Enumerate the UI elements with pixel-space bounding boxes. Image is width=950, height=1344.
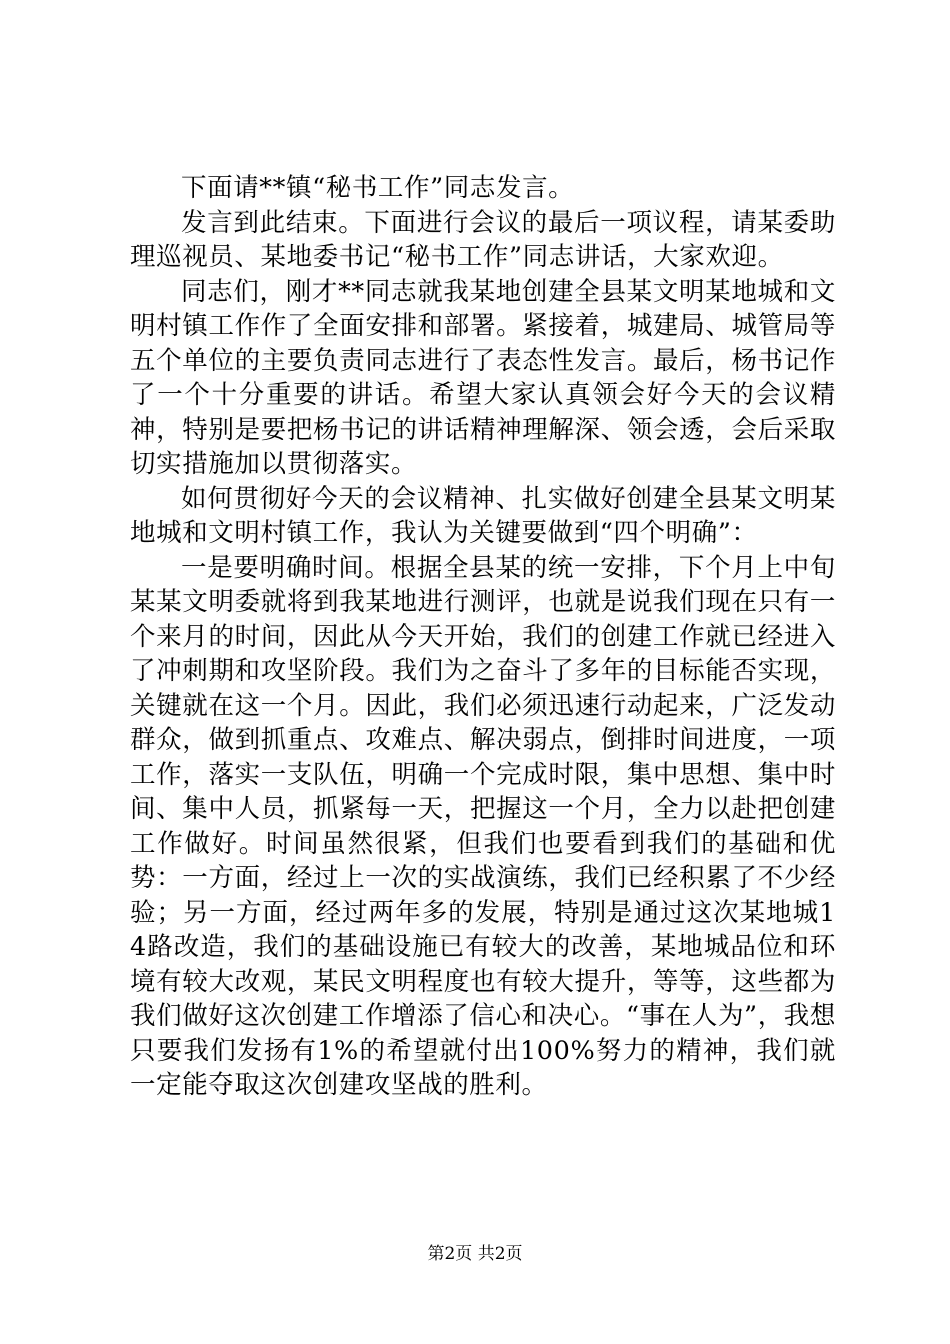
- paragraph-announcement: 下面请**镇“秘书工作”同志发言。: [181, 173, 575, 203]
- page-number-footer: 第2页 共2页: [427, 1244, 523, 1264]
- paragraph-clarify-time: 一是要明确时间。根据全县某的统一安排，下个月上中旬某某文明委就将到我某地进行测评，也就是说我们现在只有一个来月的时间，因此从今天开始，我们的创建工作就已经进入了冲刺期和攻坚阶段。我们为之奋斗了多年的目标能否实现，关键就在这一个月。因此，我们必须迅速行动起来，广泛发动群众，做到抓重点、攻难点、解决弱点，倒排时间进度，一项工作，落实一支队伍，明确一个完成时限，集中思想、集中时间、集中人员，抓紧每一天，把握这一个月，全力以赴把创建工作做好。时间虽然很紧，但我们也要看到我们的基础和优势：一方面，经过上一次的实战演练，我们已经积累了不少经验；另一方面，经过两年多的发展，特别是通过这次某地城14路改造，我们的基础设施已有较大的改善，某地城品位和环境有较大改观，某民文明程度也有较大提升，等等，这些都为我们做好这次创建工作增添了信心和决心。“事在人为”，我想只要我们发扬有1%的希望就付出100%努力的精神，我们就一定能夺取这次创建攻坚战的胜利。: [130, 552, 836, 1100]
- paragraph-four-clarities: 如何贯彻好今天的会议精神、扎实做好创建全县某文明某地城和文明村镇工作，我认为关键要做到“四个明确”：: [130, 483, 836, 548]
- document-body: [130, 171, 836, 1103]
- paragraph-summary: 同志们，刚才**同志就我某地创建全县某文明某地城和文明村镇工作作了全面安排和部署。紧接着，城建局、城管局等五个单位的主要负责同志进行了表态性发言。最后，杨书记作了一个十分重要的讲话。希望大家认真领会好今天的会议精神，特别是要把杨书记的讲话精神理解深、领会透，会后采取切实措施加以贯彻落实。: [130, 276, 836, 479]
- paragraph-closing-remarks: 发言到此结束。下面进行会议的最后一项议程，请某委助理巡视员、某地委书记“秘书工作”同志讲话，大家欢迎。: [130, 207, 836, 272]
